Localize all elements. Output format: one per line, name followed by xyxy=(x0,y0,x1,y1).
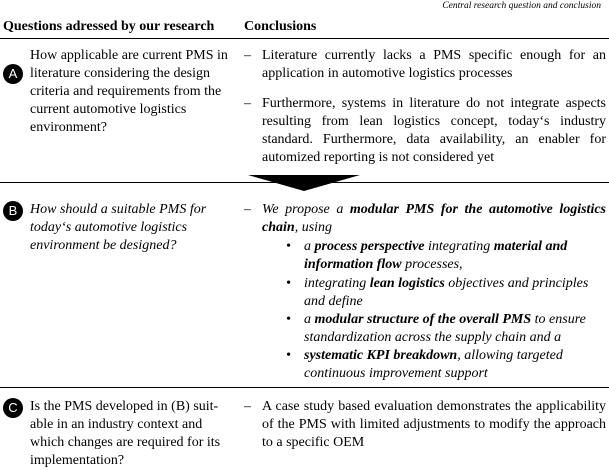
question-c: Is the PMS developed in (B) suit-able in an industry context and which changes are required for its implementation? xyxy=(30,399,221,468)
bullet-4: • systematic KPI breakdown, allowing targeted continuous improvement support xyxy=(286,348,563,381)
bullet-3: • a modular structure of the overall PMS to ensure standardization across the supply chain and a xyxy=(286,312,586,345)
conclusion-a-1: – Literature currently lacks a PMS specific enough for an application in automotive logistics processes xyxy=(244,48,606,81)
marker-c: C xyxy=(3,398,23,418)
marker-a: A xyxy=(3,64,23,84)
conclusions-header: Conclusions xyxy=(244,19,317,34)
marker-b: B xyxy=(3,201,23,221)
conclusion-a-2: – Furthermore, systems in literature do not integrate aspects resulting from lean logistics concept, today‘s industry standard. Furthermore, data availability, an enabler for automized reporting is not considered yet xyxy=(244,96,606,165)
section-rule-2 xyxy=(0,387,609,388)
conclusion-c-1: – A case study based evaluation demonstrates the applicability of the PMS with limited adjustments to modify the approach to a specific OEM xyxy=(244,399,606,450)
bullet-2: • integrating lean logistics objectives and principles and define xyxy=(286,276,589,309)
question-a: How applicable are current PMS in literature considering the design criteria and requirements from the current automotive logistics environment? xyxy=(30,48,228,135)
conclusion-b-intro: – We propose a modular PMS for the automotive logistics chain, using xyxy=(244,202,606,235)
questions-header: Questions adressed by our research xyxy=(3,19,215,34)
question-b: How should a suitable PMS for today‘s automotive logistics environment be designed? xyxy=(30,202,207,253)
header-rule xyxy=(0,38,609,39)
bullet-1: • a process perspective integrating material and information flow processes, xyxy=(286,239,568,272)
figure-caption: Central research question and conclusion xyxy=(442,1,601,11)
down-arrow-icon xyxy=(248,175,360,191)
